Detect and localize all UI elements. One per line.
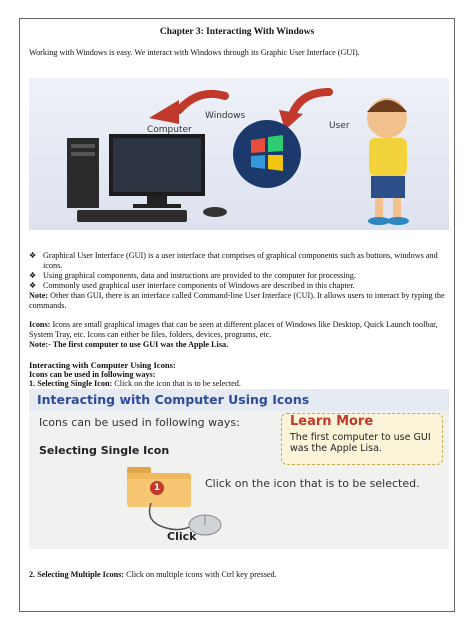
label-computer: Computer: [147, 125, 192, 135]
figure-click-label: Click: [167, 530, 197, 543]
learn-more-title: Learn More: [290, 414, 374, 429]
mouse-icon: [203, 207, 227, 217]
figure-single-heading: Selecting Single Icon: [39, 444, 170, 457]
chapter-title: Chapter 3: Interacting With Windows: [159, 27, 315, 37]
keyboard-icon: [77, 210, 187, 222]
diamond-bullet-icon: ❖: [29, 251, 37, 260]
note-cui: Note: Other than GUI, there is an interface called Command-line User Interface (CUI). It allows users to interact by typing the commands.: [29, 291, 445, 310]
intro-paragraph: Working with Windows is easy. We interact with Windows through its Graphic User Interface (GUI).: [29, 48, 360, 57]
icons-illustration: [29, 389, 449, 549]
label-windows: Windows: [205, 111, 246, 121]
section-heading: Interacting with Computer Using Icons:: [29, 360, 176, 370]
list-item: ❖ Using graphical components, data and instructions are provided to the computer for processing.: [29, 271, 356, 280]
figure-ways: Icons can be used in following ways:: [39, 416, 240, 429]
section-subheading: Icons can be used in following ways:: [29, 370, 156, 379]
computer-tower-icon: [67, 138, 99, 208]
figure-instruction: Click on the icon that is to be selected.: [205, 477, 420, 490]
list-item: ❖ Commonly used graphical user interface components of Windows are described in this chapter.: [29, 281, 355, 290]
document-page: [19, 18, 455, 612]
icons-paragraph: Icons: Icons are small graphical images that can be seen at different places of Windows like Desktop, Quick Launch toolbar, System Tray, etc. Icons can either be files, folders, devices, programs, etc.: [29, 320, 438, 339]
windows-logo-icon: [233, 120, 301, 188]
arrow-left-head-icon: [149, 100, 179, 124]
label-user: User: [329, 121, 350, 131]
gui-illustration-svg: [29, 78, 449, 230]
step-1: 1. Selecting Single Icon: Click on the icon that is to be selected.: [29, 379, 241, 388]
diamond-bullet-icon: ❖: [29, 281, 37, 290]
learn-more-box: [281, 413, 443, 465]
gui-illustration: [29, 78, 449, 230]
step-2: 2. Selecting Multiple Icons: Click on multiple icons with Ctrl key pressed.: [29, 570, 277, 579]
list-item: ❖ Graphical User Interface (GUI) is a user interface that comprises of graphical components such as buttons, windows and icons.: [29, 251, 438, 270]
figure-header: Interacting with Computer Using Icons: [37, 392, 310, 407]
arrow-left-icon: [179, 94, 225, 110]
diamond-bullet-icon: ❖: [29, 271, 37, 280]
step-badge: 1: [150, 481, 164, 495]
learn-more-text: The first computer to use GUI was the Apple Lisa.: [290, 432, 431, 454]
note-apple-lisa: Note:- The first computer to use GUI was the Apple Lisa.: [29, 340, 229, 349]
